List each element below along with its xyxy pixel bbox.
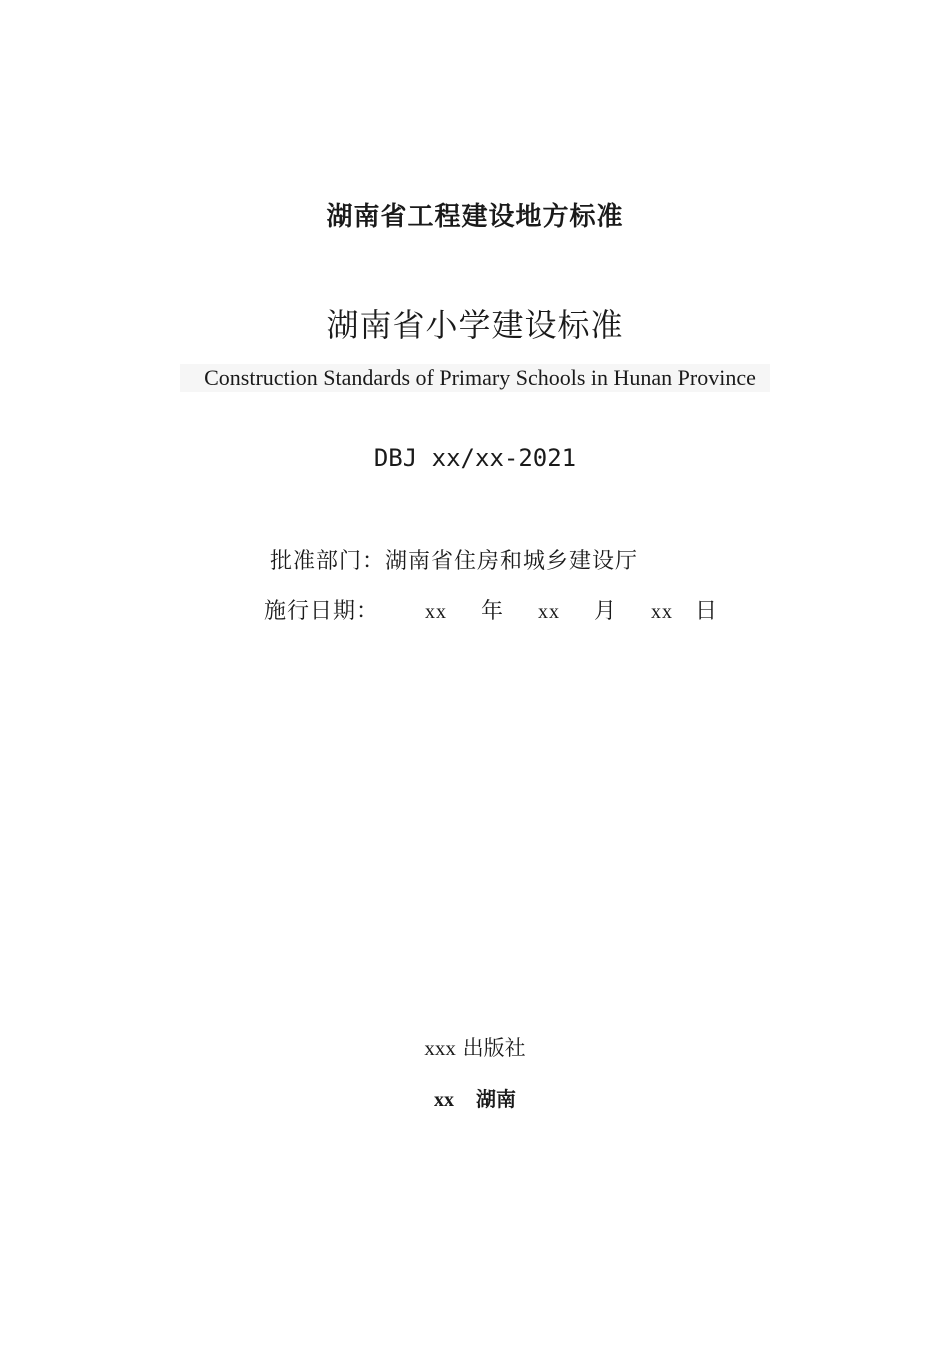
- title-english-container: [0, 364, 950, 392]
- approval-value: 湖南省住房和城乡建设厅: [385, 549, 639, 574]
- title-english: Construction Standards of Primary Schools in Hunan Province: [180, 364, 770, 392]
- publisher: [0, 1032, 950, 1062]
- month-unit: 月: [594, 599, 618, 624]
- place-name: 湖南: [476, 1087, 516, 1111]
- effective-month: xx: [538, 601, 561, 623]
- approval-label: 批准部门：: [270, 549, 386, 574]
- day-unit: 日: [695, 599, 719, 624]
- publisher-placeholder: xxx: [424, 1036, 456, 1060]
- publication-place: [0, 1083, 950, 1112]
- standard-category: 湖南省工程建设地方标准: [326, 202, 624, 232]
- standard-code: DBJ xx/xx-2021: [373, 444, 577, 472]
- effective-year: xx: [425, 601, 448, 623]
- title-chinese: 湖南省小学建设标准: [326, 306, 624, 344]
- effective-day: xx: [651, 601, 674, 623]
- effective-label: 施行日期：: [264, 599, 380, 624]
- effective-date: [264, 594, 718, 625]
- year-unit: 年: [481, 599, 505, 624]
- approval-department: [270, 544, 638, 575]
- publisher-name: 出版社: [462, 1036, 526, 1060]
- place-placeholder: xx: [434, 1089, 454, 1111]
